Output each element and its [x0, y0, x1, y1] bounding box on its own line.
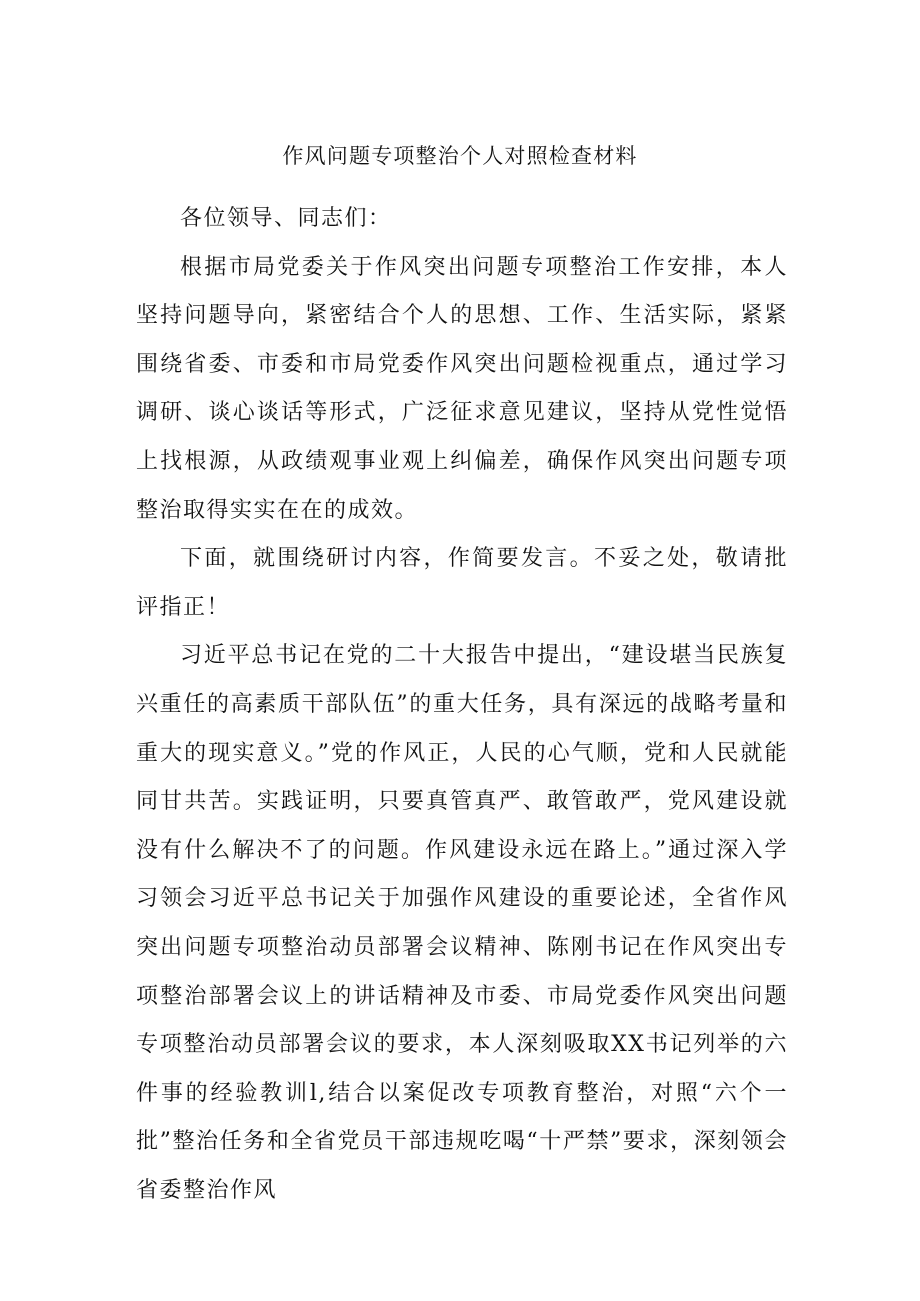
intro-paragraph: 根据市局党委关于作风突出问题专项整治工作安排，本人坚持问题导向，紧密结合个人的思想、工作、生活实际，紧紧围绕省委、市委和市局党委作风突出问题检视重点，通过学习调研、谈心谈话等形式，广泛征求意见建议，坚持从党性觉悟上找根源，从政绩观事业观上纠偏差，确保作风突出问题专项整治取得实实在在的成效。: [136, 254, 788, 523]
main-paragraph: 习近平总书记在党的二十大报告中提出，“建设堪当民族复兴重任的高素质干部队伍”的重大任务，具有深远的战略考量和重大的现实意义。”党的作风正，人民的心气顺，党和人民就能同甘共苦。实践证明，只要真管真严、敢管敢严，党风建设就没有什么解决不了的问题。作风建设永远在路上。”通过深入学习领会习近平总书记关于加强作风建设的重要论述，全省作风突出问题专项整治动员部署会议精神、陈刚书记在作风突出专项整治部署会议上的讲话精神及市委、市局党委作风突出问题专项整治动员部署会议的要求，本人深刻吸取XX书记列举的六件事的经验教训l,结合以案促改专项教育整治，对照“六个一批”整治任务和全省党员干部违规吃喝“十严禁”要求，深刻领会省委整治作风: [136, 643, 788, 1203]
document-body: [136, 195, 788, 1215]
salutation-paragraph: 各位领导、同志们：: [180, 206, 392, 231]
transition-paragraph: 下面，就围绕研讨内容，作简要发言。不妥之处，敬请批评指正！: [136, 546, 788, 620]
document-title: 作风问题专项整治个人对照检查材料: [282, 144, 638, 168]
